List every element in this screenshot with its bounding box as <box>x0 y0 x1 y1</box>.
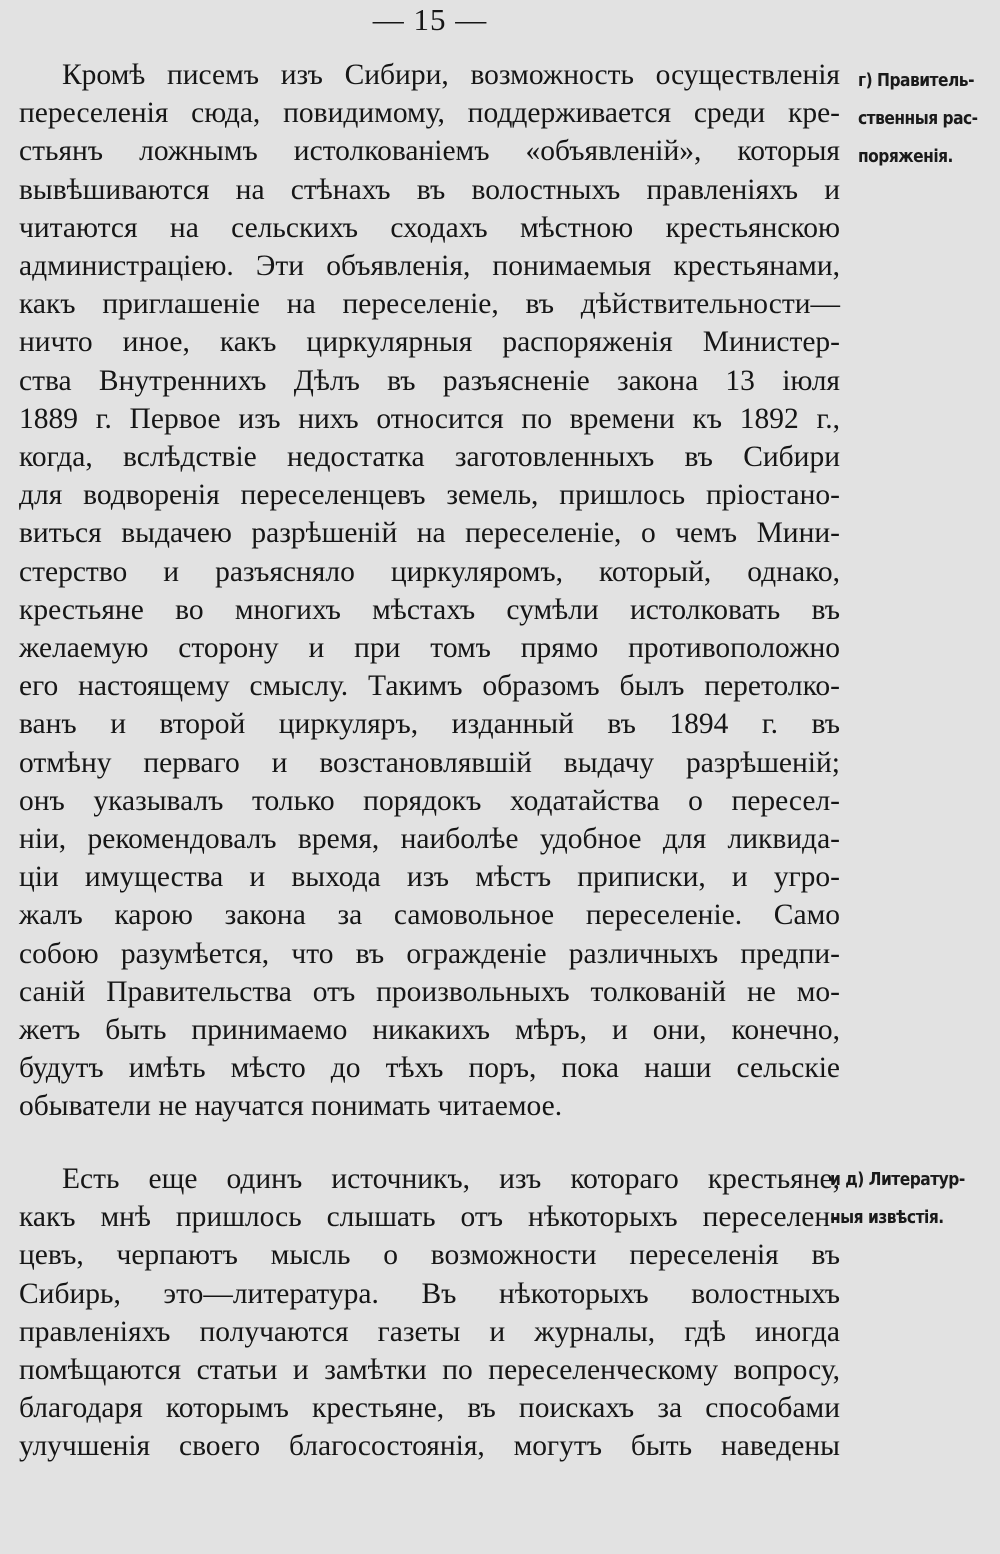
paragraph-1-line: когда, вслѣдствіе недостатка заготовленныхъ въ Сибири <box>19 441 840 473</box>
paragraph-1-line: желаемую сторону и при томъ прямо противоположно <box>19 632 840 664</box>
paragraph-1-line: крестьяне во многихъ мѣстахъ сумѣли истолковать въ <box>19 593 840 626</box>
paragraph-1-line: 1889 г. Первое изъ нихъ относится по времени къ 1892 г., <box>19 402 840 435</box>
paragraph-2-line: какъ мнѣ пришлось слышать отъ нѣкоторыхъ переселен- <box>19 1201 840 1234</box>
paragraph-1-line: обыватели не научатся понимать читаемое. <box>19 1090 563 1123</box>
paragraph-1-line: жетъ быть принимаемо никакихъ мѣръ, и они, конечно, <box>19 1014 840 1046</box>
paragraph-1-line: ціи имущества и выхода изъ мѣстъ приписки, и угро- <box>19 861 840 894</box>
paragraph-2-line: Есть еще одинъ источникъ, изъ котораго крестьяне, <box>62 1162 840 1195</box>
paragraph-1-line: читаются на сельскихъ сходахъ мѣстною крестьянскою <box>19 211 840 244</box>
margin-note-line: поряженія. <box>858 146 953 167</box>
paragraph-1-line: администраціею. Эти объявленія, понимаемыя крестьянами, <box>19 250 840 282</box>
paragraph-1-line: ніи, рекомендовалъ время, наиболѣе удобное для ликвида- <box>19 823 840 855</box>
paragraph-1-line: его настоящему смыслу. Такимъ образомъ былъ перетолко- <box>19 670 840 703</box>
page-number: — 15 — <box>372 2 488 37</box>
paragraph-1-line: стьянъ ложнымъ истолкованіемъ «объявленій», которыя <box>19 135 840 168</box>
margin-note-line: ственныя рас- <box>858 108 978 129</box>
margin-note-line: ныя извѣстія. <box>830 1207 944 1228</box>
paragraph-1-line: собою разумѣется, что въ огражденіе различныхъ предпи- <box>19 937 840 970</box>
margin-note-line: и д) Литератур- <box>830 1169 965 1190</box>
paragraph-1-line: вывѣшиваются на стѣнахъ въ волостныхъ правленіяхъ и <box>19 173 840 206</box>
paragraph-1-line: ства Внутреннихъ Дѣлъ въ разъясненіе закона 13 іюля <box>19 364 840 397</box>
paragraph-1-line: саній Правительства отъ произвольныхъ толкованій не мо- <box>19 975 840 1008</box>
paragraph-2-line: Сибирь, это—литература. Въ нѣкоторыхъ волостныхъ <box>19 1277 840 1310</box>
paragraph-1-line: ванъ и второй циркуляръ, изданный въ 1894 г. въ <box>19 708 840 741</box>
paragraph-2-line: правленіяхъ получаются газеты и журналы, гдѣ иногда <box>19 1315 840 1348</box>
paragraph-1-line: переселенія сюда, повидимому, поддерживается среди кре- <box>19 97 840 130</box>
margin-note-line: г) Правитель- <box>858 70 974 91</box>
paragraph-1-line: виться выдачею разрѣшеній на переселеніе, о чемъ Мини- <box>19 517 840 550</box>
paragraph-1-line: для водворенія переселенцевъ земель, пришлось пріостано- <box>19 479 840 512</box>
paragraph-1-line: стерство и разъясняло циркуляромъ, который, однако, <box>19 555 840 588</box>
paragraph-1-line: онъ указывалъ только порядокъ ходатайства о пересел- <box>19 784 840 817</box>
paragraph-1-line: какъ приглашеніе на переселеніе, въ дѣйствительности— <box>19 288 840 321</box>
paragraph-2-line: благодаря которымъ крестьяне, въ поискахъ за способами <box>19 1392 840 1425</box>
paragraph-1-line: жалъ карою закона за самовольное переселеніе. Само <box>19 899 840 932</box>
paragraph-2-line: улучшенія своего благосостоянія, могутъ быть наведены <box>19 1430 840 1463</box>
paragraph-2-line: цевъ, черпаютъ мысль о возможности переселенія въ <box>19 1239 840 1272</box>
paragraph-1-line: ничто иное, какъ циркулярныя распоряженія Министер- <box>19 326 840 359</box>
paragraph-2-line: помѣщаются статьи и замѣтки по переселенческому вопросу, <box>19 1353 840 1386</box>
paragraph-1-line: будутъ имѣть мѣсто до тѣхъ поръ, пока наши сельскіе <box>19 1052 840 1085</box>
paragraph-1-line: Кромѣ писемъ изъ Сибири, возможность осуществленія <box>62 59 840 91</box>
paragraph-1-line: отмѣну перваго и возстановлявшій выдачу разрѣшеній; <box>19 746 840 779</box>
